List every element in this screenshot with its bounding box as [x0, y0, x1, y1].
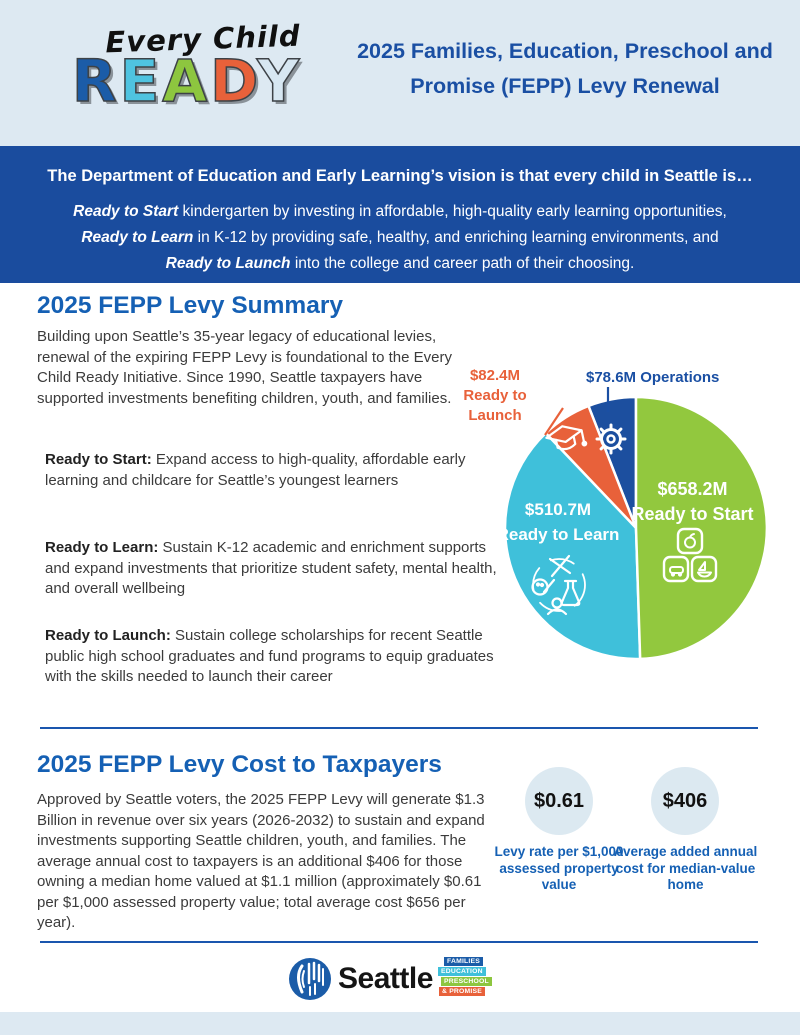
summary-item-start	[45, 450, 491, 491]
fepp-logo-families: FAMILIES	[444, 957, 483, 966]
summary-intro: Building upon Seattle’s 35-year legacy of educational levies, renewal of the expiring FEPP Levy is foundational to the Every Child Ready Initiative. Since 1990, Seattle taxpayers have supported investments benefiting children, youth, and families.	[37, 328, 452, 407]
graduation-cap-icon	[540, 421, 590, 461]
operations-label: Operations	[640, 369, 720, 386]
every-child-ready-logo	[45, 14, 325, 134]
stat-levy-rate: $0.61	[525, 767, 593, 835]
fepp-logo-preschool: PRESCHOOL	[441, 977, 492, 986]
operations-value: $78.6M	[586, 369, 637, 386]
logo-script-text: Every Child	[104, 18, 302, 60]
vision-line-learn	[20, 225, 780, 251]
logo-letter-d: D	[210, 47, 258, 115]
page-title: 2025 Families, Education, Preschool and Promise (FEPP) Levy Renewal	[357, 39, 773, 99]
pie-label-ready-to-learn	[488, 497, 628, 547]
summary-item-learn	[45, 538, 497, 600]
fepp-program-logo	[438, 957, 508, 997]
start-value: $658.2M	[657, 479, 728, 499]
footer-divider	[40, 941, 758, 943]
vision-line-launch-text: into the college and career path of their choosing.	[290, 255, 635, 272]
summary-item-start-text: Expand access to high-quality, affordable early learning and childcare for Seattle’s youngest learners	[45, 451, 466, 489]
fepp-logo-promise: & PROMISE	[439, 987, 485, 996]
logo-letter-y: Y	[257, 47, 303, 115]
logo-ready-word	[47, 47, 327, 115]
pie-label-operations	[586, 368, 776, 388]
vision-line-start	[20, 199, 780, 225]
summary-item-start-label: Ready to Start:	[45, 451, 152, 468]
launch-value: $82.4M	[469, 367, 521, 384]
logo-letter-a: A	[162, 47, 211, 115]
logo-letter-r: R	[71, 47, 120, 115]
pie-label-ready-to-start	[620, 477, 765, 527]
summary-item-launch-text: Sustain college scholarships for recent Seattle public high school graduates and fund programs to equip graduates with the skills needed to launch their career	[45, 627, 494, 685]
start-label: Ready to Start	[631, 504, 754, 524]
cost-body: Approved by Seattle voters, the 2025 FEPP Levy will generate $1.3 Billion in revenue over six years (2026-2032) to sustain and expand investments supporting Seattle children, youth, and families. The average annual cost to taxpayers is an additional $406 for those owning a median home valued at $1.1 million (approximately $0.61 per $1,000 assessed property value; total average cost $656 per year).	[37, 791, 485, 931]
seattle-city-logo	[288, 957, 332, 1001]
vision-line-launch-bold: Ready to Launch	[165, 255, 291, 272]
footer	[0, 952, 800, 1010]
vision-line-learn-bold: Ready to Learn	[81, 229, 194, 246]
gear-icon	[591, 419, 631, 459]
section-divider	[40, 727, 758, 729]
art-science-icon	[518, 543, 600, 625]
summary-item-learn-text: Sustain K-12 academic and enrichment supports and expand investments that prioritize student safety, mental health, and overall wellbeing	[45, 539, 497, 597]
building-blocks-icon	[660, 527, 720, 585]
learn-label: Ready to Learn	[496, 525, 620, 544]
bottom-strip	[0, 1012, 800, 1035]
summary-item-launch	[45, 626, 497, 688]
stat-annual-cost: $406	[651, 767, 719, 835]
vision-banner	[0, 146, 800, 283]
learn-value: $510.7M	[524, 500, 592, 519]
seattle-wordmark: Seattle	[338, 962, 433, 995]
vision-line-learn-text: in K-12 by providing safe, healthy, and enriching learning environments, and	[193, 229, 719, 246]
fepp-logo-education: EDUCATION	[438, 967, 486, 976]
stat-annual-cost-caption: Average added annual cost for median-value home	[613, 844, 758, 892]
stat-levy-rate-caption: Levy rate per $1,000 assessed property value	[494, 844, 624, 892]
cost-heading: 2025 FEPP Levy Cost to Taxpayers	[37, 751, 442, 778]
vision-heading: The Department of Education and Early Learning’s vision is that every child in Seattle is…	[47, 167, 753, 185]
launch-label: Ready to Launch	[463, 387, 527, 424]
header	[0, 0, 800, 146]
vision-line-start-bold: Ready to Start	[73, 203, 179, 220]
vision-line-start-text: kindergarten by investing in affordable, high-quality early learning opportunities,	[178, 203, 727, 220]
logo-letter-e: E	[119, 47, 163, 115]
pie-label-ready-to-launch	[440, 366, 550, 426]
summary-item-learn-label: Ready to Learn:	[45, 539, 159, 556]
summary-heading: 2025 FEPP Levy Summary	[37, 292, 343, 319]
vision-line-launch	[20, 251, 780, 277]
summary-item-launch-label: Ready to Launch:	[45, 627, 171, 644]
